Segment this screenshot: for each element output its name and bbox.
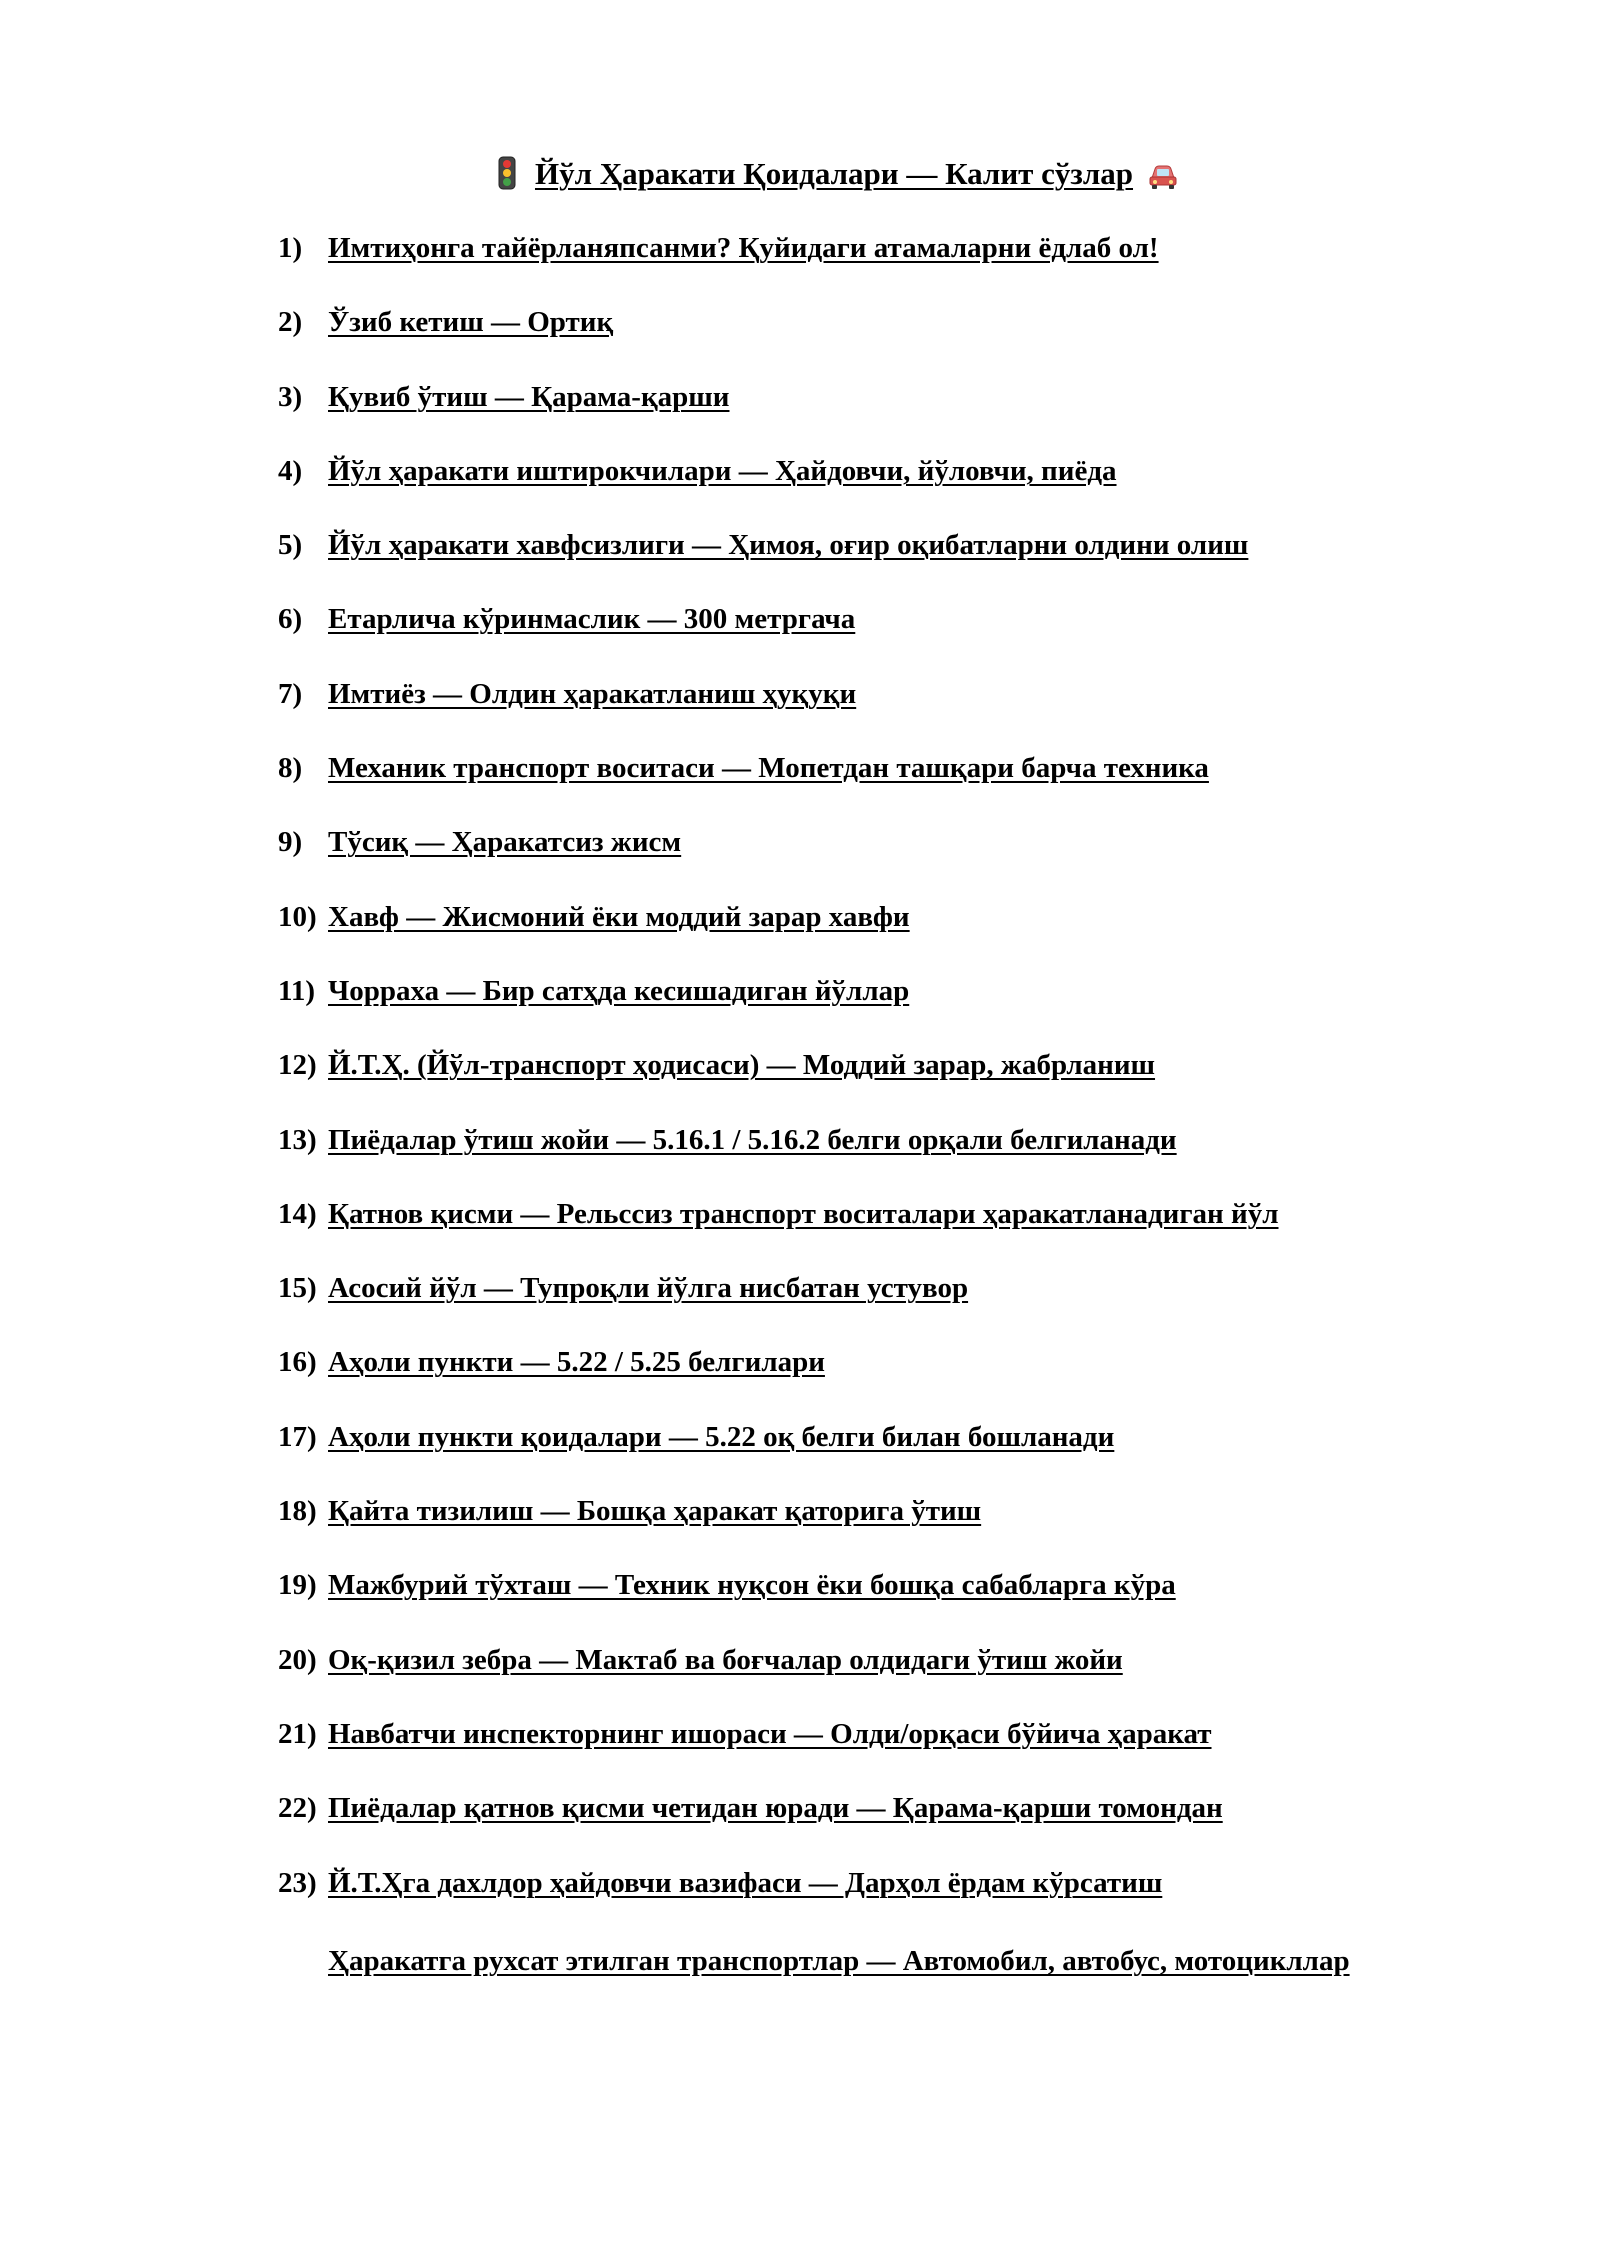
list-item (278, 599, 1279, 673)
item-text: Мажбурий тўхташ — Техник нуқсон ёки бошқа сабабларга кўра (328, 1569, 1176, 1602)
item-number: 14) (278, 1197, 317, 1230)
item-text: Етарлича кўринмаслик — 300 метргача (328, 603, 856, 636)
list-item (278, 1045, 1279, 1119)
list-item (278, 1417, 1279, 1491)
item-text: Навбатчи инспекторнинг ишораси — Олди/орқаси бўйича ҳаракат (328, 1717, 1212, 1750)
item-text: Аҳоли пункти қоидалари — 5.22 оқ белги билан бошланади (328, 1420, 1115, 1453)
item-number: 8) (278, 752, 303, 785)
item-number: 2) (278, 306, 303, 339)
list-item (278, 971, 1279, 1045)
item-text: Хавф — Жисмоний ёки моддий зарар хавфи (328, 900, 910, 933)
list-item (278, 1788, 1279, 1862)
item-number: 22) (278, 1792, 317, 1825)
item-text: Қайта тизилиш — Бошқа ҳаракат қаторига ўтиш (328, 1495, 982, 1528)
item-number: 13) (278, 1123, 317, 1156)
item-number: 11) (278, 974, 316, 1007)
item-number: 23) (278, 1866, 317, 1899)
list-item (278, 1863, 1279, 1937)
traffic-light-icon (495, 156, 519, 190)
page-title: Йўл Ҳаракати Қоидалари — Калит сўзлар (534, 156, 1134, 191)
item-text: Механик транспорт воситаси — Мопетдан ташқари барча техника (328, 752, 1209, 785)
item-number: 9) (278, 826, 303, 859)
list-item (278, 1120, 1279, 1194)
item-number: 6) (278, 603, 303, 636)
item-number: 12) (278, 1049, 317, 1082)
list-item (278, 377, 1279, 451)
item-text: Имтиёз — Олдин ҳаракатланиш ҳуқуқи (328, 677, 857, 710)
item-text: Й.Т.Ҳ. (Йўл-транспорт ҳодисаси) — Моддий зарар, жабрланиш (328, 1049, 1156, 1082)
item-number: 20) (278, 1643, 317, 1676)
list-item (278, 897, 1279, 971)
item-number: 19) (278, 1569, 317, 1602)
item-number: 7) (278, 677, 303, 710)
page-title-wrapper (495, 154, 1185, 194)
item-number: 5) (278, 529, 303, 562)
item-text: Ўзиб кетиш — Ортиқ (328, 306, 614, 339)
item-text: Пиёдалар қатнов қисми четидан юради — Қарама-қарши томондан (328, 1792, 1223, 1825)
item-text: Йўл ҳаракати хавфсизлиги — Ҳимоя, оғир оқибатларни олдини олиш (328, 529, 1249, 562)
list-item (278, 525, 1279, 599)
item-text: Қувиб ўтиш — Қарама-қарши (328, 380, 730, 413)
item-text: Тўсиқ — Ҳаракатсиз жисм (328, 826, 682, 859)
item-text: Имтиҳонга тайёрланяпсанми? Қуйидаги атамаларни ёдлаб ол! (328, 232, 1159, 264)
item-number: 18) (278, 1495, 317, 1528)
list-item (278, 1640, 1279, 1714)
list-item (278, 1491, 1279, 1565)
item-text: Пиёдалар ўтиш жойи — 5.16.1 / 5.16.2 белги орқали белгиланади (328, 1123, 1177, 1156)
item-text: Аҳоли пункти — 5.22 / 5.25 белгилари (328, 1346, 825, 1379)
list-item (278, 1714, 1279, 1788)
list-item (278, 748, 1279, 822)
item-number: 3) (278, 380, 303, 413)
list-item (278, 822, 1279, 896)
item-text: Й.Т.Ҳга дахлдор ҳайдовчи вазифаси — Дарҳол ёрдам кўрсатиш (328, 1866, 1163, 1899)
item-text: Оқ-қизил зебра — Мактаб ва боғчалар олдидаги ўтиш жойи (328, 1643, 1123, 1676)
item-text: Йўл ҳаракати иштирокчилари — Ҳайдовчи, йўловчи, пиёда (328, 454, 1117, 487)
item-number: 16) (278, 1346, 317, 1379)
list-item (278, 1194, 1279, 1268)
list-item (278, 1342, 1279, 1416)
item-number: 1) (278, 232, 303, 264)
list-item (278, 674, 1279, 748)
item-text: Асосий йўл — Тупроқли йўлга нисбатан устувор (328, 1272, 969, 1305)
final-line: Ҳаракатга рухсат этилган транспортлар — Автомобил, автобус, мотоцикллар (328, 1945, 1350, 1977)
keyword-list (278, 228, 1279, 1937)
item-number: 21) (278, 1717, 317, 1750)
list-item (278, 302, 1279, 376)
car-icon (1147, 160, 1179, 190)
list-item (278, 1565, 1279, 1639)
list-item (278, 1268, 1279, 1342)
page-title-row (0, 154, 1600, 194)
item-text: Чорраха — Бир сатҳда кесишадиган йўллар (328, 974, 910, 1007)
item-number: 10) (278, 900, 317, 933)
item-number: 4) (278, 454, 303, 487)
item-number: 15) (278, 1272, 317, 1305)
item-text: Қатнов қисми — Рельссиз транспорт воситалари ҳаракатланадиган йўл (328, 1197, 1279, 1230)
list-item (278, 451, 1279, 525)
list-item (278, 228, 1279, 302)
item-number: 17) (278, 1420, 317, 1453)
